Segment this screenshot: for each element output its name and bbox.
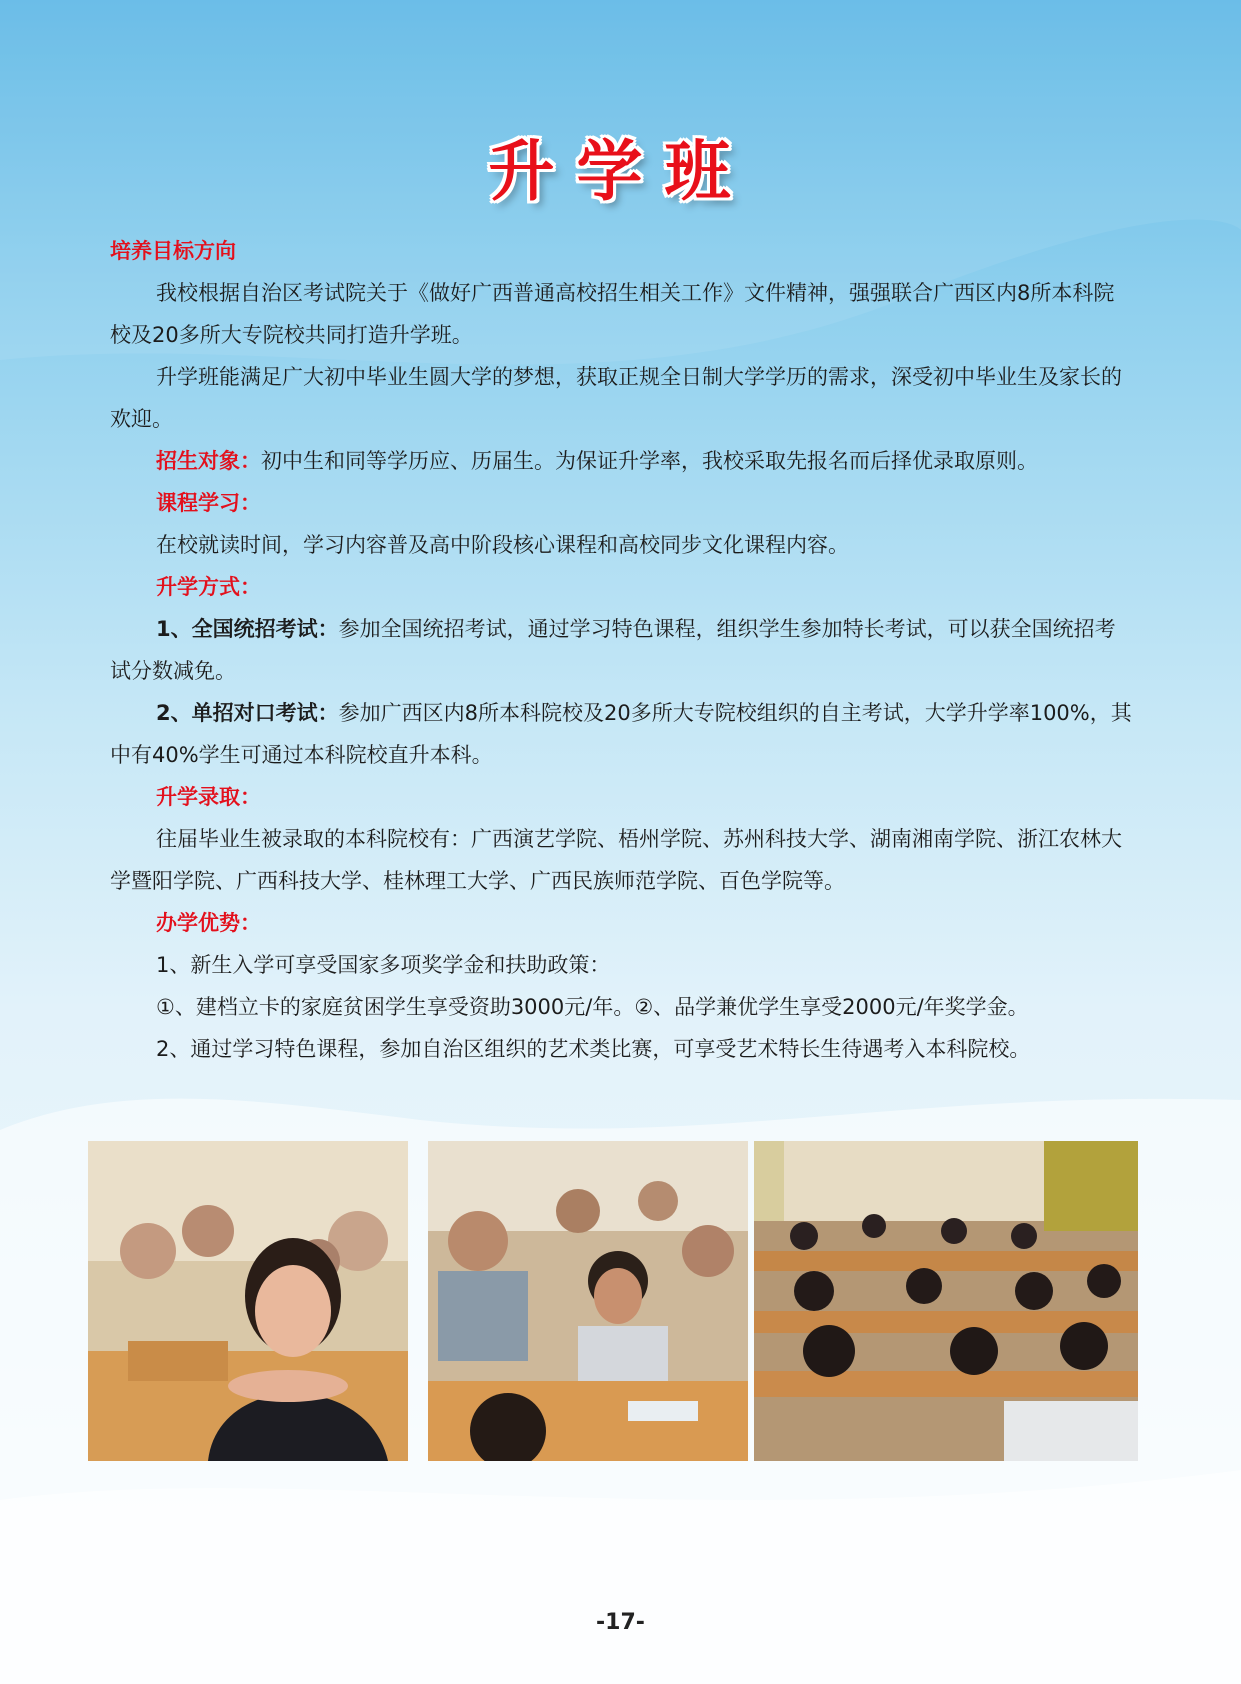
method-label: 升学方式：: [156, 575, 261, 599]
classroom-photo-1: [88, 1141, 408, 1461]
page-title: 升学班: [488, 133, 753, 210]
advantage-line-3: 2、通过学习特色课程，参加自治区组织的艺术类比赛，可享受艺术特长生待遇考入本科院校。: [156, 1037, 1031, 1061]
page-number: -17-: [596, 1610, 645, 1635]
advantage-line-1: 1、新生入学可享受国家多项奖学金和扶助政策：: [156, 953, 611, 977]
method-item-1-label: 1、全国统招考试：: [156, 617, 339, 641]
advantage-label: 办学优势：: [156, 911, 261, 935]
method-item-2: [110, 692, 1135, 776]
photo-strip: [0, 1141, 1241, 1461]
method-item-1: [110, 608, 1135, 692]
admission-text: 往届毕业生被录取的本科院校有：广西演艺学院、梧州学院、苏州科技大学、湖南湘南学院、浙江农林大学暨阳学院、广西科技大学、桂林理工大学、广西民族师范学院、百色学院等。: [110, 827, 1122, 893]
course-label: 课程学习：: [156, 491, 261, 515]
heading-goal: 培养目标方向: [110, 239, 236, 263]
paragraph-goal-2: 升学班能满足广大初中毕业生圆大学的梦想，获取正规全日制大学学历的需求，深受初中毕业生及家长的欢迎。: [110, 365, 1122, 431]
enroll-text: 初中生和同等学历应、历届生。为保证升学率，我校采取先报名而后择优录取原则。: [261, 449, 1038, 473]
course-text: 在校就读时间，学习内容普及高中阶段核心课程和高校同步文化课程内容。: [156, 533, 849, 557]
admission-label: 升学录取：: [156, 785, 261, 809]
method-item-2-label: 2、单招对口考试：: [156, 701, 339, 725]
classroom-photo-2: [428, 1141, 748, 1461]
paragraph-goal-1: 我校根据自治区考试院关于《做好广西普通高校招生相关工作》文件精神，强强联合广西区内8所本科院校及20多所大专院校共同打造升学班。: [110, 281, 1115, 347]
body-content: [110, 230, 1135, 1070]
method-item-2-text: 参加广西区内8所本科院校及20多所大专院校组织的自主考试，大学升学率100%，其中有40%学生可通过本科院校直升本科。: [110, 701, 1132, 767]
method-item-1-text: 参加全国统招考试，通过学习特色课程，组织学生参加特长考试，可以获全国统招考试分数减免。: [110, 617, 1116, 683]
advantage-line-2: ①、建档立卡的家庭贫困学生享受资助3000元/年。②、品学兼优学生享受2000元/年奖学金。: [156, 995, 1029, 1019]
enroll-label: 招生对象：: [156, 449, 261, 473]
classroom-photo-3: [754, 1141, 1138, 1461]
enroll-line: [110, 440, 1135, 482]
